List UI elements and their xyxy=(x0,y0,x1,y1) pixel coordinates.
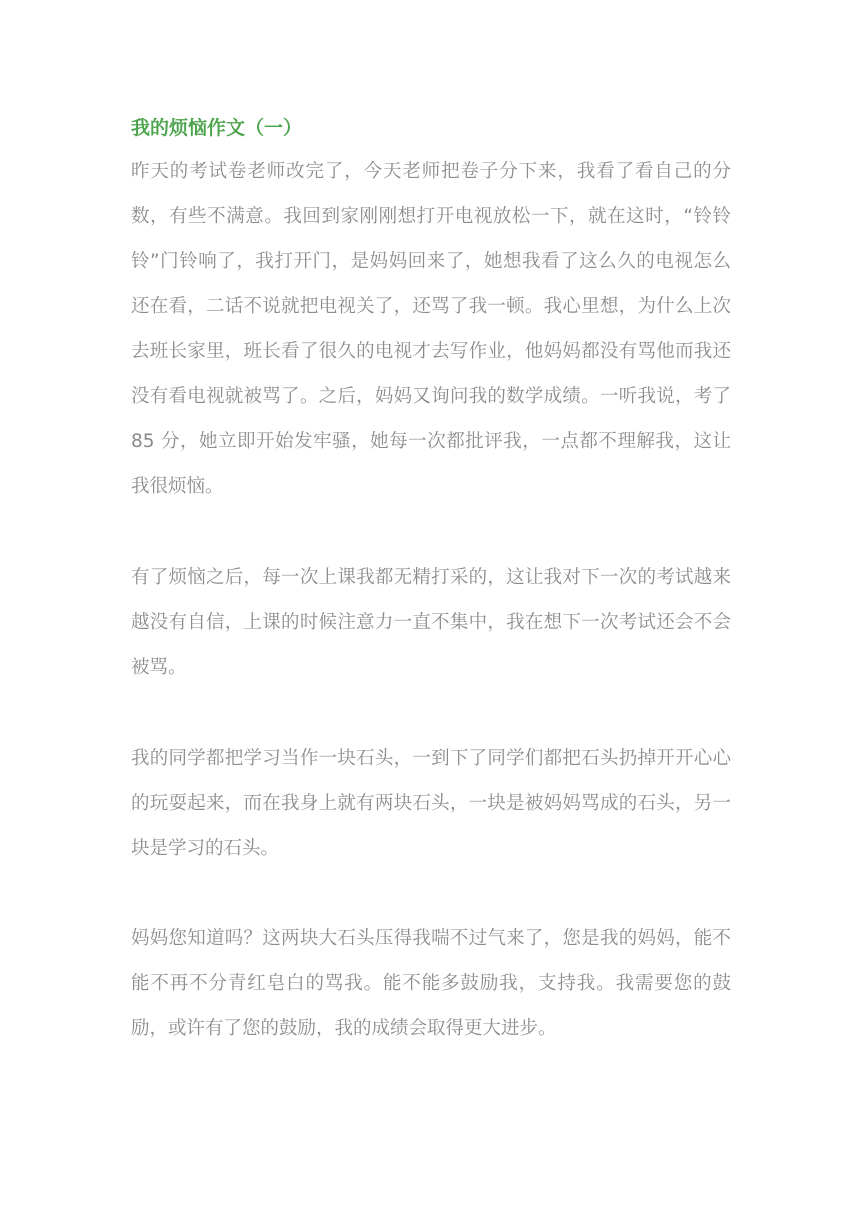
essay-paragraph-4: 妈妈您知道吗？这两块大石头压得我喘不过气来了，您是我的妈妈，能不能不再不分青红皂白的骂我。能不能多鼓励我，支持我。我需要您的鼓励，或许有了您的鼓励，我的成绩会取得更大进步。 xyxy=(131,928,731,1039)
essay-paragraph-1: 昨天的考试卷老师改完了，今天老师把卷子分下来，我看了看自己的分数，有些不满意。我回到家刚刚想打开电视放松一下，就在这时，“铃铃铃”门铃响了，我打开门，是妈妈回来了，她想我看了这么久的电视怎么还在看，二话不说就把电视关了，还骂了我一顿。我心里想，为什么上次去班长家里，班长看了很久的电视才去写作业，他妈妈都没有骂他而我还没有看电视就被骂了。之后，妈妈又询问我的数学成绩。一听我说，考了 85 分，她立即开始发牢骚，她每一次都批评我，一点都不理解我，这让我很烦恼。 xyxy=(131,161,731,497)
essay-paragraph-3: 我的同学都把学习当作一块石头，一到下了同学们都把石头扔掉开开心心的玩耍起来，而在我身上就有两块石头，一块是被妈妈骂成的石头，另一块是学习的石头。 xyxy=(131,748,731,859)
essay-paragraph-2: 有了烦恼之后，每一次上课我都无精打采的，这让我对下一次的考试越来越没有自信，上课的时候注意力一直不集中，我在想下一次考试还会不会被骂。 xyxy=(131,567,731,678)
essay-title: 我的烦恼作文（一） xyxy=(131,117,303,139)
